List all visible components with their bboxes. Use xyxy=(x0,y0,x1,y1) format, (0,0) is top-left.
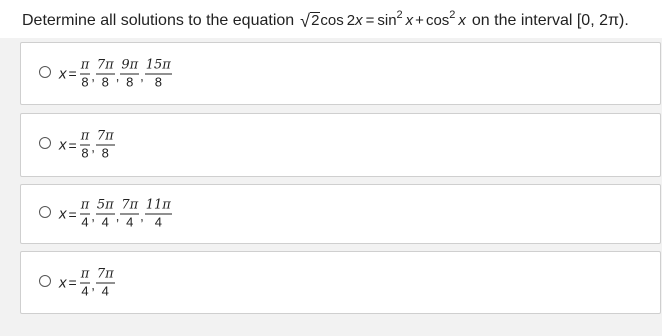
fraction-numerator: π xyxy=(80,57,90,72)
fraction xyxy=(120,58,139,89)
separator: , xyxy=(91,68,95,83)
fraction xyxy=(96,58,115,89)
fraction-denominator: 8 xyxy=(126,74,134,89)
radio-button[interactable] xyxy=(39,275,51,287)
option-var: x xyxy=(59,65,67,82)
fraction-numerator: 9π xyxy=(121,57,139,72)
separator: , xyxy=(140,208,144,224)
separator: , xyxy=(115,208,120,224)
plus-sign: + xyxy=(415,12,424,29)
sqrt-expression xyxy=(300,9,320,30)
radio-button[interactable] xyxy=(39,66,51,78)
separator: , xyxy=(91,277,95,292)
fraction-denominator: 4 xyxy=(101,214,109,230)
fraction-denominator: 4 xyxy=(81,214,89,230)
rhs-term1-func: sin xyxy=(377,12,397,29)
fraction-numerator: 15π xyxy=(145,57,171,72)
fraction-numerator: 11π xyxy=(145,197,171,213)
fraction-denominator: 4 xyxy=(126,214,134,230)
fraction-numerator: π xyxy=(80,197,90,213)
option-expression xyxy=(59,58,172,89)
fraction-denominator: 8 xyxy=(101,145,109,161)
fraction-denominator: 8 xyxy=(81,74,89,89)
fraction-numerator: 7π xyxy=(96,57,114,72)
option-eq: = xyxy=(68,65,77,82)
rhs-term1-exp: 2 xyxy=(396,9,403,21)
lhs-func: cos xyxy=(320,12,344,29)
fraction xyxy=(80,267,91,298)
option-expression xyxy=(59,199,172,230)
fraction-denominator: 4 xyxy=(154,214,162,230)
answer-option-3[interactable] xyxy=(20,184,661,244)
fraction-denominator: 4 xyxy=(101,283,109,298)
question-text xyxy=(22,9,629,30)
option-expression xyxy=(59,130,115,161)
fraction-denominator: 8 xyxy=(81,145,89,161)
separator: , xyxy=(115,68,120,83)
equation xyxy=(300,9,466,30)
radio-button[interactable] xyxy=(39,137,51,149)
answer-option-2[interactable] xyxy=(20,113,661,177)
fraction-numerator: 7π xyxy=(96,266,114,281)
fraction xyxy=(145,58,172,89)
radical-sign: √ xyxy=(300,11,311,31)
answer-option-1[interactable] xyxy=(20,42,661,105)
option-eq: = xyxy=(68,274,77,291)
equals-sign: = xyxy=(365,12,375,29)
option-expression xyxy=(59,267,115,298)
fraction xyxy=(120,199,139,230)
sqrt-radicand: 2 xyxy=(311,12,320,29)
option-eq: = xyxy=(68,206,77,222)
option-eq: = xyxy=(68,137,77,153)
lhs-arg: 2 xyxy=(346,12,356,29)
fraction xyxy=(80,199,91,230)
rhs-term2-func: cos xyxy=(425,12,450,29)
fraction-numerator: 5π xyxy=(96,197,114,213)
fraction-denominator: 8 xyxy=(101,74,109,89)
question-prefix: Determine all solutions to the equation xyxy=(22,12,295,29)
option-var: x xyxy=(59,205,67,223)
fraction-numerator: 7π xyxy=(96,128,114,144)
fraction xyxy=(80,58,91,89)
fraction xyxy=(96,199,115,230)
question-suffix: on the interval [0, 2π). xyxy=(471,12,629,29)
fraction xyxy=(96,267,115,298)
rhs-term2-exp: 2 xyxy=(449,9,456,21)
radio-button[interactable] xyxy=(39,206,51,218)
fraction-numerator: 7π xyxy=(121,197,139,213)
fraction xyxy=(145,199,172,230)
separator: , xyxy=(91,139,95,155)
separator: , xyxy=(140,68,144,83)
fraction-denominator: 8 xyxy=(154,74,162,89)
fraction-numerator: π xyxy=(80,266,90,281)
fraction-denominator: 4 xyxy=(81,283,89,298)
separator: , xyxy=(91,208,95,224)
rhs-term1-var: x xyxy=(405,12,414,29)
answer-option-4[interactable] xyxy=(20,251,661,314)
fraction xyxy=(80,130,91,161)
option-var: x xyxy=(59,274,67,291)
option-var: x xyxy=(59,136,67,154)
fraction xyxy=(96,130,115,161)
lhs-var: x xyxy=(355,12,363,29)
rhs-term2-var: x xyxy=(458,12,466,29)
fraction-numerator: π xyxy=(80,128,90,144)
